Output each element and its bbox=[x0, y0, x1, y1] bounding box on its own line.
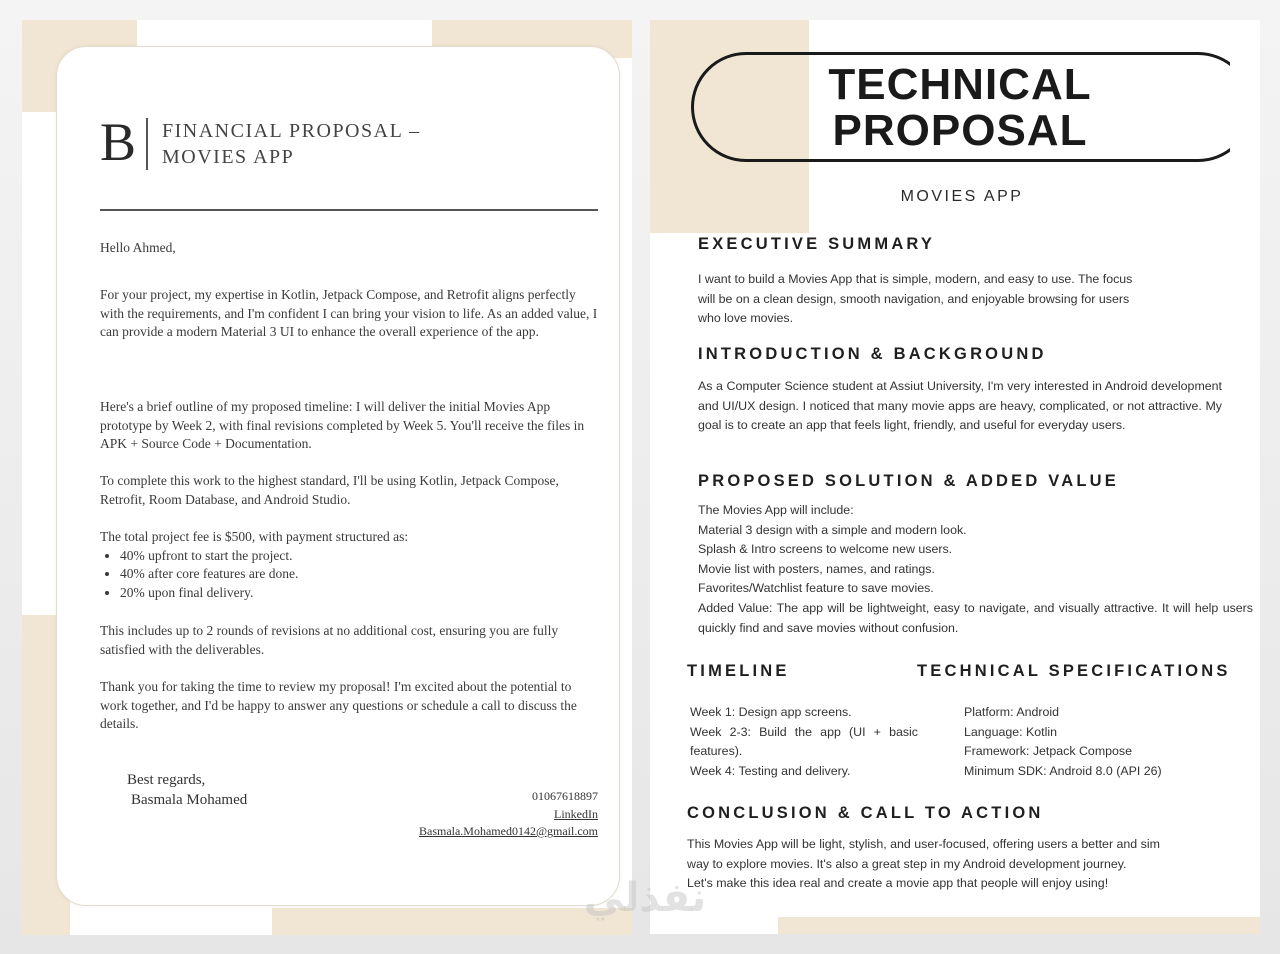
fee-intro: The total project fee is $500, with payment structured as: bbox=[100, 529, 409, 544]
section-heading: EXECUTIVE SUMMARY bbox=[698, 235, 936, 253]
decor-block bbox=[778, 917, 1260, 934]
text-line: Movie list with posters, names, and ratings. bbox=[698, 561, 935, 576]
intro-background: As a Computer Science student at Assiut University, I'm very interested in Android development and UI/UX design. I noticed that many movie apps are heavy, complicated, or not attractive. My goal is to create an app that feels light, friendly, and useful for everyday users. bbox=[698, 379, 1222, 433]
fee-section bbox=[100, 528, 600, 602]
timeline-item: Week 4: Testing and delivery. bbox=[690, 763, 851, 778]
closing: Best regards, bbox=[127, 772, 206, 788]
spec-item: Language: Kotlin bbox=[964, 724, 1058, 739]
sender-name: Basmala Mohamed bbox=[131, 792, 248, 808]
spec-item: Minimum SDK: Android 8.0 (API 26) bbox=[964, 763, 1162, 778]
logo-divider bbox=[146, 118, 148, 170]
section-heading: TIMELINE bbox=[687, 662, 790, 680]
phone: 01067618897 bbox=[532, 789, 598, 803]
spec-item: Framework: Jetpack Compose bbox=[964, 744, 1133, 759]
spec-item: Platform: Android bbox=[964, 705, 1060, 719]
section-heading: PROPOSED SOLUTION & ADDED VALUE bbox=[698, 472, 1119, 490]
text-line: This Movies App will be light, stylish, and user-focused, offering users a better and sim bbox=[687, 837, 1160, 851]
financial-proposal-page bbox=[22, 20, 632, 935]
title-line: FINANCIAL PROPOSAL – bbox=[162, 120, 421, 142]
title-line: PROPOSAL bbox=[832, 106, 1088, 155]
linkedin-link[interactable]: LinkedIn bbox=[554, 806, 598, 821]
section-heading: INTRODUCTION & BACKGROUND bbox=[698, 345, 1047, 363]
added-value: Added Value: The app will be lightweight, easy to navigate, and visually attractive. It will help users quickly find and save movies without confusion. bbox=[698, 601, 1253, 635]
financial-title bbox=[162, 118, 482, 170]
list-item: • 40% upfront to start the project. bbox=[120, 547, 600, 566]
subtitle: MOVIES APP bbox=[900, 188, 1024, 205]
conclusion bbox=[687, 835, 1160, 894]
thanks-paragraph: Thank you for taking the time to review my proposal! I'm excited about the potential to work together, and I'd be happy to answer any questions or schedule a call to discuss the details. bbox=[100, 679, 577, 732]
text-line: Let's make this idea real and create a movie app that people will enjoy using! bbox=[687, 876, 1109, 891]
logo-letter: B bbox=[100, 112, 137, 172]
text-line: Material 3 design with a simple and modern look. bbox=[698, 522, 967, 537]
contact-info bbox=[352, 788, 598, 841]
technical-title bbox=[650, 62, 1260, 154]
intro-paragraph: For your project, my expertise in Kotlin, Jetpack Compose, and Retrofit aligns perfectly with the requirements, and I'm confident I can bring your vision to life. As an added value, I can provide a modern Material 3 UI to enhance the overall experience of the app. bbox=[100, 287, 598, 340]
timeline-list bbox=[690, 703, 918, 781]
tools-paragraph: To complete this work to the highest standard, I'll be using Kotlin, Jetpack Compose, Retrofit, Room Database, and Android Studio. bbox=[100, 473, 559, 507]
payment-list bbox=[100, 547, 600, 603]
section-heading: TECHNICAL SPECIFICATIONS bbox=[917, 662, 1231, 680]
text-line: Splash & Intro screens to welcome new users. bbox=[698, 542, 953, 557]
section-heading: CONCLUSION & CALL TO ACTION bbox=[687, 804, 1044, 822]
email-link[interactable]: Basmala.Mohamed0142@gmail.com bbox=[418, 824, 598, 838]
text-line: The Movies App will include: bbox=[698, 503, 854, 517]
signature bbox=[127, 770, 247, 810]
title-line: TECHNICAL bbox=[828, 60, 1092, 109]
text-line: who love movies. bbox=[698, 311, 794, 326]
title-line: MOVIES APP bbox=[162, 146, 295, 168]
exec-summary bbox=[698, 270, 1132, 329]
watermark-logo bbox=[560, 868, 730, 948]
list-item: • 40% after core features are done. bbox=[120, 565, 600, 584]
timeline-item: Week 2-3: Build the app (UI + basic features). bbox=[690, 724, 918, 759]
text-line: way to explore movies. It's also a great step in my Android development journey. bbox=[687, 856, 1127, 871]
specs-list bbox=[964, 703, 1162, 781]
list-item: • 20% upon final delivery. bbox=[120, 584, 600, 603]
timeline-item: Week 1: Design app screens. bbox=[690, 705, 852, 719]
watermark-text: نفذلي bbox=[583, 875, 707, 921]
greeting: Hello Ahmed, bbox=[100, 240, 176, 255]
text-line: will be on a clean design, smooth navigation, and enjoyable browsing for users bbox=[698, 291, 1130, 306]
text-line: Favorites/Watchlist feature to save movies. bbox=[698, 581, 934, 596]
solution-list bbox=[698, 501, 967, 599]
header-rule bbox=[100, 209, 598, 211]
timeline-paragraph: Here's a brief outline of my proposed timeline: I will deliver the initial Movies App prototype by Week 2, with final revisions completed by Week 5. You'll receive the files in APK + Source Code + Documentation. bbox=[100, 399, 585, 452]
text-line: I want to build a Movies App that is simple, modern, and easy to use. The focus bbox=[698, 272, 1133, 286]
revisions-paragraph: This includes up to 2 rounds of revisions at no additional cost, ensuring you are fully satisfied with the deliverables. bbox=[100, 623, 559, 657]
technical-proposal-page bbox=[650, 20, 1260, 934]
